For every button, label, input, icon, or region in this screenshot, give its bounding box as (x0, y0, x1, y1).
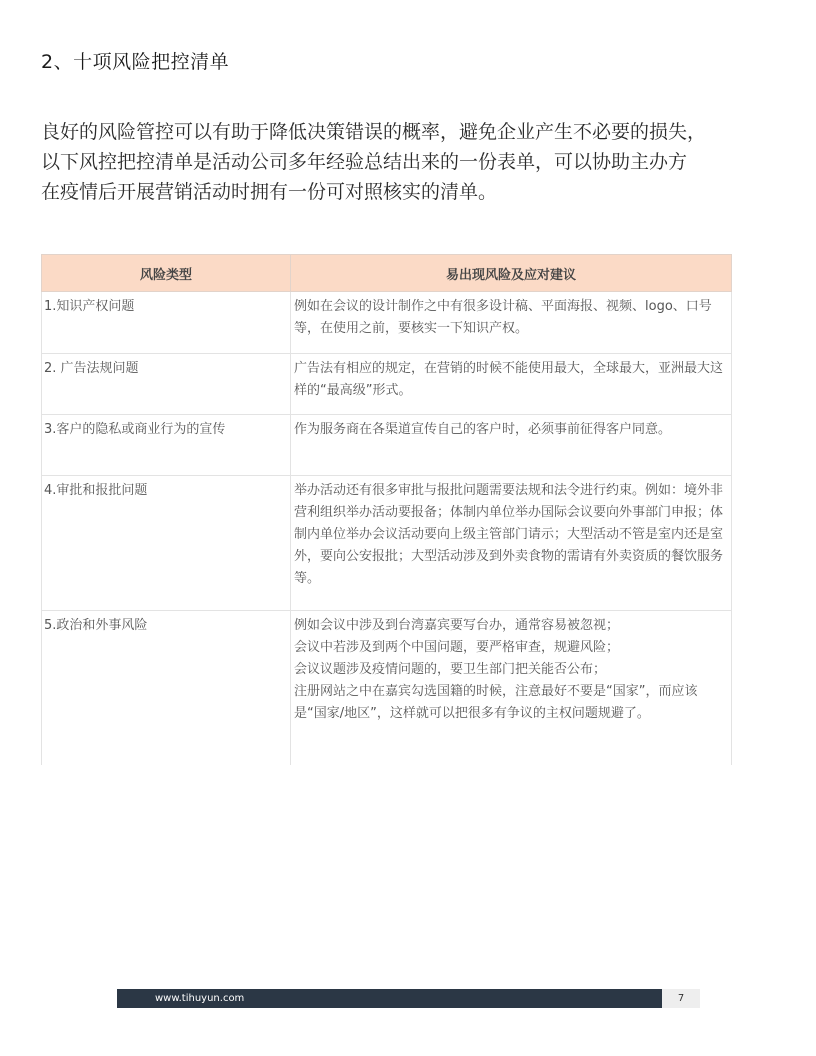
intro-paragraph (41, 117, 781, 207)
suggestion-text: 例如会议中涉及到台湾嘉宾要写台办，通常容易被忽视； (294, 618, 620, 633)
risk-checklist-table (41, 254, 732, 765)
risk-suggestion-cell (291, 292, 732, 354)
footer-url: www.tihuyun.com (117, 989, 662, 1008)
suggestion-text: 举办活动还有很多审批与报批问题需要法规和法令进行约束。例如：境外非营利组织举办活动要报备；体制内单位举办国际会议要向外事部门申报；体制内单位举办会议活动要向上级主管部门请示；大型活动不管是室内还是室外，要向公安报批；大型活动涉及到外卖食物的需请有外卖资质的餐饮服务等。 (294, 483, 724, 586)
risk-type-cell: 4.审批和报批问题 (42, 476, 291, 611)
suggestion-text: 作为服务商在各渠道宣传自己的客户时，必须事前征得客户同意。 (294, 422, 672, 437)
suggestion-text: 会议议题涉及疫情问题的，要卫生部门把关能否公布； (294, 662, 607, 677)
page-number: 7 (662, 989, 700, 1008)
suggestion-text: 广告法有相应的规定，在营销的时候不能使用最大，全球最大，亚洲最大这样的“最高级”形式。 (294, 361, 724, 398)
header-risk-type: 风险类型 (42, 255, 291, 292)
section-heading: 2、十项风险把控清单 (41, 51, 230, 73)
table-row (42, 611, 732, 766)
suggestion-text: 例如在会议的设计制作之中有很多设计稿、平面海报、视频、logo、口号等，在使用之前，要核实一下知识产权。 (294, 299, 712, 336)
risk-suggestion-cell (291, 415, 732, 476)
risk-suggestion-cell (291, 611, 732, 766)
risk-type-cell: 1.知识产权问题 (42, 292, 291, 354)
risk-type-cell: 5.政治和外事风险 (42, 611, 291, 766)
suggestion-text: 注册网站之中在嘉宾勾选国籍的时候，注意最好不要是“国家”，而应该是“国家/地区”，这样就可以把很多有争议的主权问题规避了。 (294, 684, 698, 721)
table-row (42, 354, 732, 415)
intro-line: 在疫情后开展营销活动时拥有一份可对照核实的清单。 (41, 181, 498, 203)
risk-suggestion-cell (291, 476, 732, 611)
risk-type-cell: 2. 广告法规问题 (42, 354, 291, 415)
risk-type-cell: 3.客户的隐私或商业行为的宣传 (42, 415, 291, 476)
header-risk-suggestion: 易出现风险及应对建议 (291, 255, 732, 292)
table-row (42, 292, 732, 354)
intro-line: 良好的风险管控可以有助于降低决策错误的概率，避免企业产生不必要的损失， (41, 121, 707, 143)
suggestion-text: 会议中若涉及到两个中国问题，要严格审查，规避风险； (294, 640, 620, 655)
intro-line: 以下风控把控清单是活动公司多年经验总结出来的一份表单，可以协助主办方 (41, 151, 688, 173)
table-header-row (42, 255, 732, 292)
risk-suggestion-cell (291, 354, 732, 415)
table-row (42, 415, 732, 476)
table-row (42, 476, 732, 611)
